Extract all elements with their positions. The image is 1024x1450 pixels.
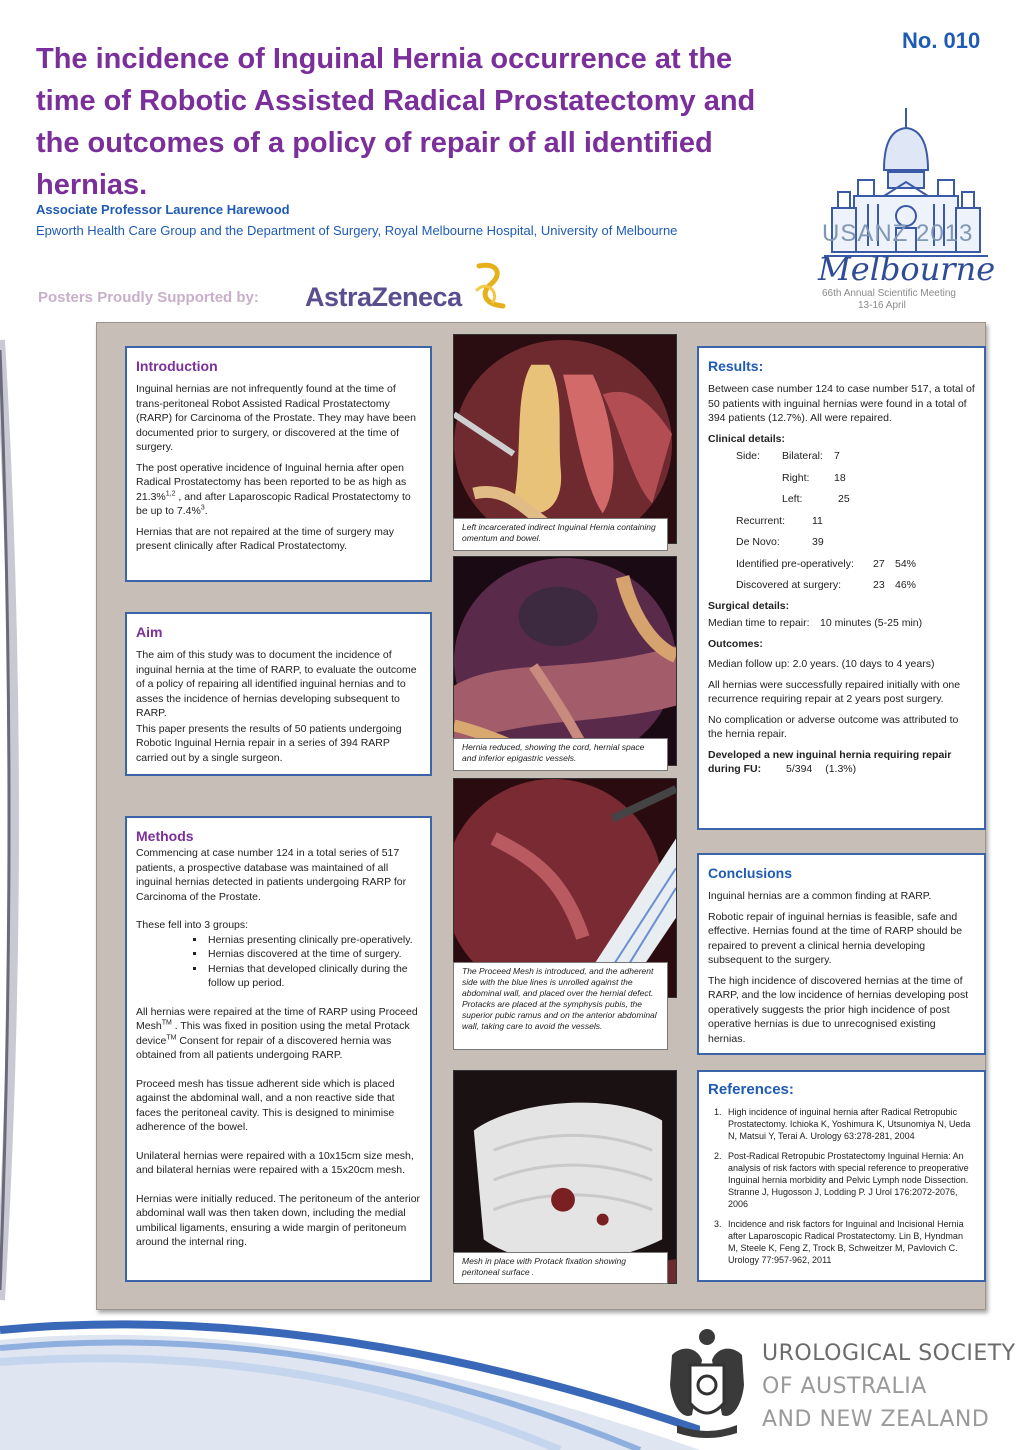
sponsor-logo bbox=[305, 258, 510, 314]
results-paragraph: All hernias were successfully repaired initially with one recurrence requiring repair at 2 years post surgery. bbox=[708, 678, 961, 705]
methods-paragraph: Proceed mesh has tissue adherent side which is placed against the abdominal wall, and a non reactive side that faces the peritoneal cavity. This is designed to minimise adherence of the bowel. bbox=[136, 1077, 395, 1133]
poster-title: The incidence of Inguinal Hernia occurrence at the time of Robotic Assisted Radical Prostatectomy and the outcomes of a policy of repair of all identified hernias. bbox=[36, 43, 756, 201]
stat-row: Discovered at surgery: 23 46% bbox=[736, 579, 917, 591]
conclusions-paragraph: Inguinal hernias are a common finding at RARP. bbox=[708, 890, 932, 902]
methods-section bbox=[125, 816, 432, 1282]
stat-row: Median time to repair: 10 minutes (5-25 min) bbox=[708, 617, 923, 629]
society-name-line: UROLOGICAL SOCIETY bbox=[762, 1341, 1016, 1366]
society-name-line: OF AUSTRALIA bbox=[762, 1374, 927, 1399]
stat-row: Side: Bilateral: 7 bbox=[736, 450, 840, 462]
reference-item: 1. High incidence of inguinal hernia after Radical Retropubic Prostatectomy. Ichioka K, Yoshimura K, Utsunomiya N, Ueda N, Matsui Y, Terai A. Urology 63:278-281, 2004 bbox=[724, 1106, 975, 1142]
list-item: ▪ Hernias presenting clinically pre-operatively. bbox=[206, 933, 421, 948]
methods-paragraph: Unilateral hernias were repaired with a 10x15cm size mesh, and bilateral hernias were repaired with a 15x20cm mesh. bbox=[136, 1149, 414, 1176]
references-heading: References: bbox=[708, 1081, 794, 1098]
society-name bbox=[762, 1337, 1016, 1436]
society-crest-icon bbox=[662, 1325, 752, 1440]
figure-hernia-reduced bbox=[453, 556, 677, 766]
results-section bbox=[697, 346, 986, 830]
introduction-paragraph: The post operative incidence of Inguinal hernia after open Radical Prostatectomy has been reported to be as high as 21.3%$^{1,2}$ , and after Laparoscopic Radical Prostatectomy to be up to 7.4%$^3$. bbox=[136, 461, 411, 517]
sponsor-swirl-icon bbox=[473, 260, 509, 312]
methods-paragraph: All hernias were repaired at the time of RARP using Proceed Mesh™ . This was fixed in position using the metal Protack device™ Consent for repair of a discovered hernia was obtained from all patients undergoing RARP. bbox=[136, 1005, 418, 1061]
stat-row: Recurrent: 11 bbox=[736, 514, 823, 527]
society-name-line: AND NEW ZEALAND bbox=[762, 1407, 990, 1432]
conclusions-section bbox=[697, 853, 986, 1055]
stat-row: De Novo: 39 bbox=[736, 536, 824, 548]
introduction-paragraph: Hernias that are not repaired at the time of surgery may present clinically after Radical Prostatectomy. bbox=[136, 525, 394, 552]
figure-caption-text: Protacks are placed at the symphysis pubis, the superior pubic ramus and on the anterior abdominal wall, taking care to avoid the vessels. bbox=[462, 999, 657, 1031]
surgical-details-heading: Surgical details: bbox=[708, 599, 790, 612]
sponsor-label: Posters Proudly Supported by: bbox=[38, 289, 259, 306]
conference-city: Melbourne bbox=[818, 250, 996, 288]
author: Associate Professor Laurence Harewood bbox=[36, 202, 290, 217]
conference-dates: 13-16 April bbox=[858, 300, 906, 311]
results-paragraph: Between case number 124 to case number 517, a total of 50 patients with inguinal hernias were found in a total of 394 patients (12.7%). All were repaired. bbox=[708, 383, 975, 424]
reference-item: 2. Post-Radical Retropubic Prostatectomy Inguinal Hernia: An analysis of risk factors with special reference to preoperative Inguinal hernia morbidity and Pelvic Lymph node Dissection. Stranne J, Hugosson J, Lodding P. J Urol 176:2072-2076, 2006 bbox=[724, 1150, 975, 1210]
results-paragraph: No complication or adverse outcome was attributed to the hernia repair. bbox=[708, 713, 959, 740]
reference-item: 3. Incidence and risk factors for Inguinal and Incisional Hernia after Laparoscopic Radical Prostatectomy. Lin B, Hyndman M, Steele K, Feng Z, Trock B, Schweitzer M, Pavlovich C. Urology 77:957-962, 2011 bbox=[724, 1218, 975, 1266]
conclusions-paragraph: The high incidence of discovered hernias at the time of RARP, and the low incidence of hernias developing post operatively suggests the prior high incidence of post operative hernias is due to unrecognised existing hernias. bbox=[708, 974, 969, 1045]
conclusions-heading: Conclusions bbox=[708, 865, 793, 881]
introduction-section bbox=[125, 346, 432, 582]
figure-caption-text: The Proceed Mesh is introduced, and the adherent side with the blue lines is unrolled against the abdominal wall, and placed over the hernial defect. bbox=[462, 966, 654, 998]
figure-caption: Mesh in place with Protack fixation showing peritoneal surface . bbox=[453, 1252, 668, 1284]
stat-row: Identified pre-operatively: 27 54% bbox=[736, 557, 917, 570]
figure-column bbox=[453, 334, 677, 1284]
sponsor-name: AstraZeneca bbox=[305, 282, 462, 312]
figure-caption: Hernia reduced, showing the cord, hernial space and inferior epigastric vessels. bbox=[453, 738, 668, 771]
methods-heading: Methods bbox=[136, 828, 194, 844]
aim-heading: Aim bbox=[136, 624, 163, 640]
stat-row: Right: 18 bbox=[782, 471, 846, 484]
results-heading: Results: bbox=[708, 358, 764, 374]
methods-paragraph: Commencing at case number 124 in a total series of 517 patients, a prospective database was maintained of all inguinal hernias detected in patients undergoing RARP for Carcinoma of the Prostate. bbox=[136, 847, 407, 903]
aim-paragraph: The aim of this study was to document the incidence of inguinal hernia at the time of RARP, to evaluate the outcome of a policy of repairing all identified inguinal hernias and to asses the incidence of hernias developing subsequent to RARP. bbox=[136, 649, 417, 719]
list-item: ▪ Hernias that developed clinically during the follow up period. bbox=[206, 962, 421, 991]
poster-number: No. 010 bbox=[902, 28, 981, 53]
references-section bbox=[697, 1070, 986, 1282]
figure-caption bbox=[453, 962, 668, 1050]
references-list bbox=[708, 1106, 975, 1266]
figure-hernia-omentum bbox=[453, 334, 677, 544]
methods-groups-intro: These fell into 3 groups: bbox=[136, 919, 249, 931]
outcomes-heading: Outcomes: bbox=[708, 637, 763, 650]
introduction-paragraph: Inguinal hernias are not infrequently found at the time of trans-peritoneal Robot Assisted Radical Prostatectomy (RARP) for Carcinoma of the Prostate. They may have been documented prior to surgery, or discovered at the time of surgery. bbox=[136, 383, 416, 453]
methods-groups-list bbox=[136, 933, 421, 991]
conference-meeting: 66th Annual Scientific Meeting bbox=[822, 288, 956, 299]
decorative-wave bbox=[0, 1300, 700, 1450]
stat-row: Left: 25 bbox=[782, 493, 850, 505]
affiliation: Epworth Health Care Group and the Department of Surgery, Royal Melbourne Hospital, University of Melbourne bbox=[36, 223, 678, 238]
list-item: ▪ Hernias discovered at the time of surgery. bbox=[206, 947, 421, 962]
aim-section bbox=[125, 612, 432, 776]
aim-paragraph: This paper presents the results of 50 patients undergoing Robotic Inguinal Hernia repair in a series of 394 RARP carried out by a single surgeon. bbox=[136, 722, 402, 764]
results-new-hernia: Developed a new inguinal hernia requiring repair during FU: 5/394 (1.3%) bbox=[708, 748, 952, 775]
conference-name: USANZ 2013 bbox=[822, 220, 974, 247]
methods-paragraph: Hernias were initially reduced. The peritoneum of the anterior abdominal wall was then taken down, including the medial umbilical ligaments, ensuring a wide margin of peritoneum around the internal ring. bbox=[136, 1192, 421, 1248]
clinical-details-heading: Clinical details: bbox=[708, 432, 786, 445]
decorative-arc bbox=[0, 330, 30, 1310]
conclusions-paragraph: Robotic repair of inguinal hernias is feasible, safe and effective. Hernias found at the time of RARP should be repaired to prevent a clinical hernia developing subsequent to the surgery. bbox=[708, 910, 963, 966]
figure-caption: Left incarcerated indirect Inguinal Hernia containing omentum and bowel. bbox=[453, 518, 668, 551]
results-paragraph: Median follow up: 2.0 years. (10 days to 4 years) bbox=[708, 658, 935, 670]
introduction-heading: Introduction bbox=[136, 358, 218, 374]
